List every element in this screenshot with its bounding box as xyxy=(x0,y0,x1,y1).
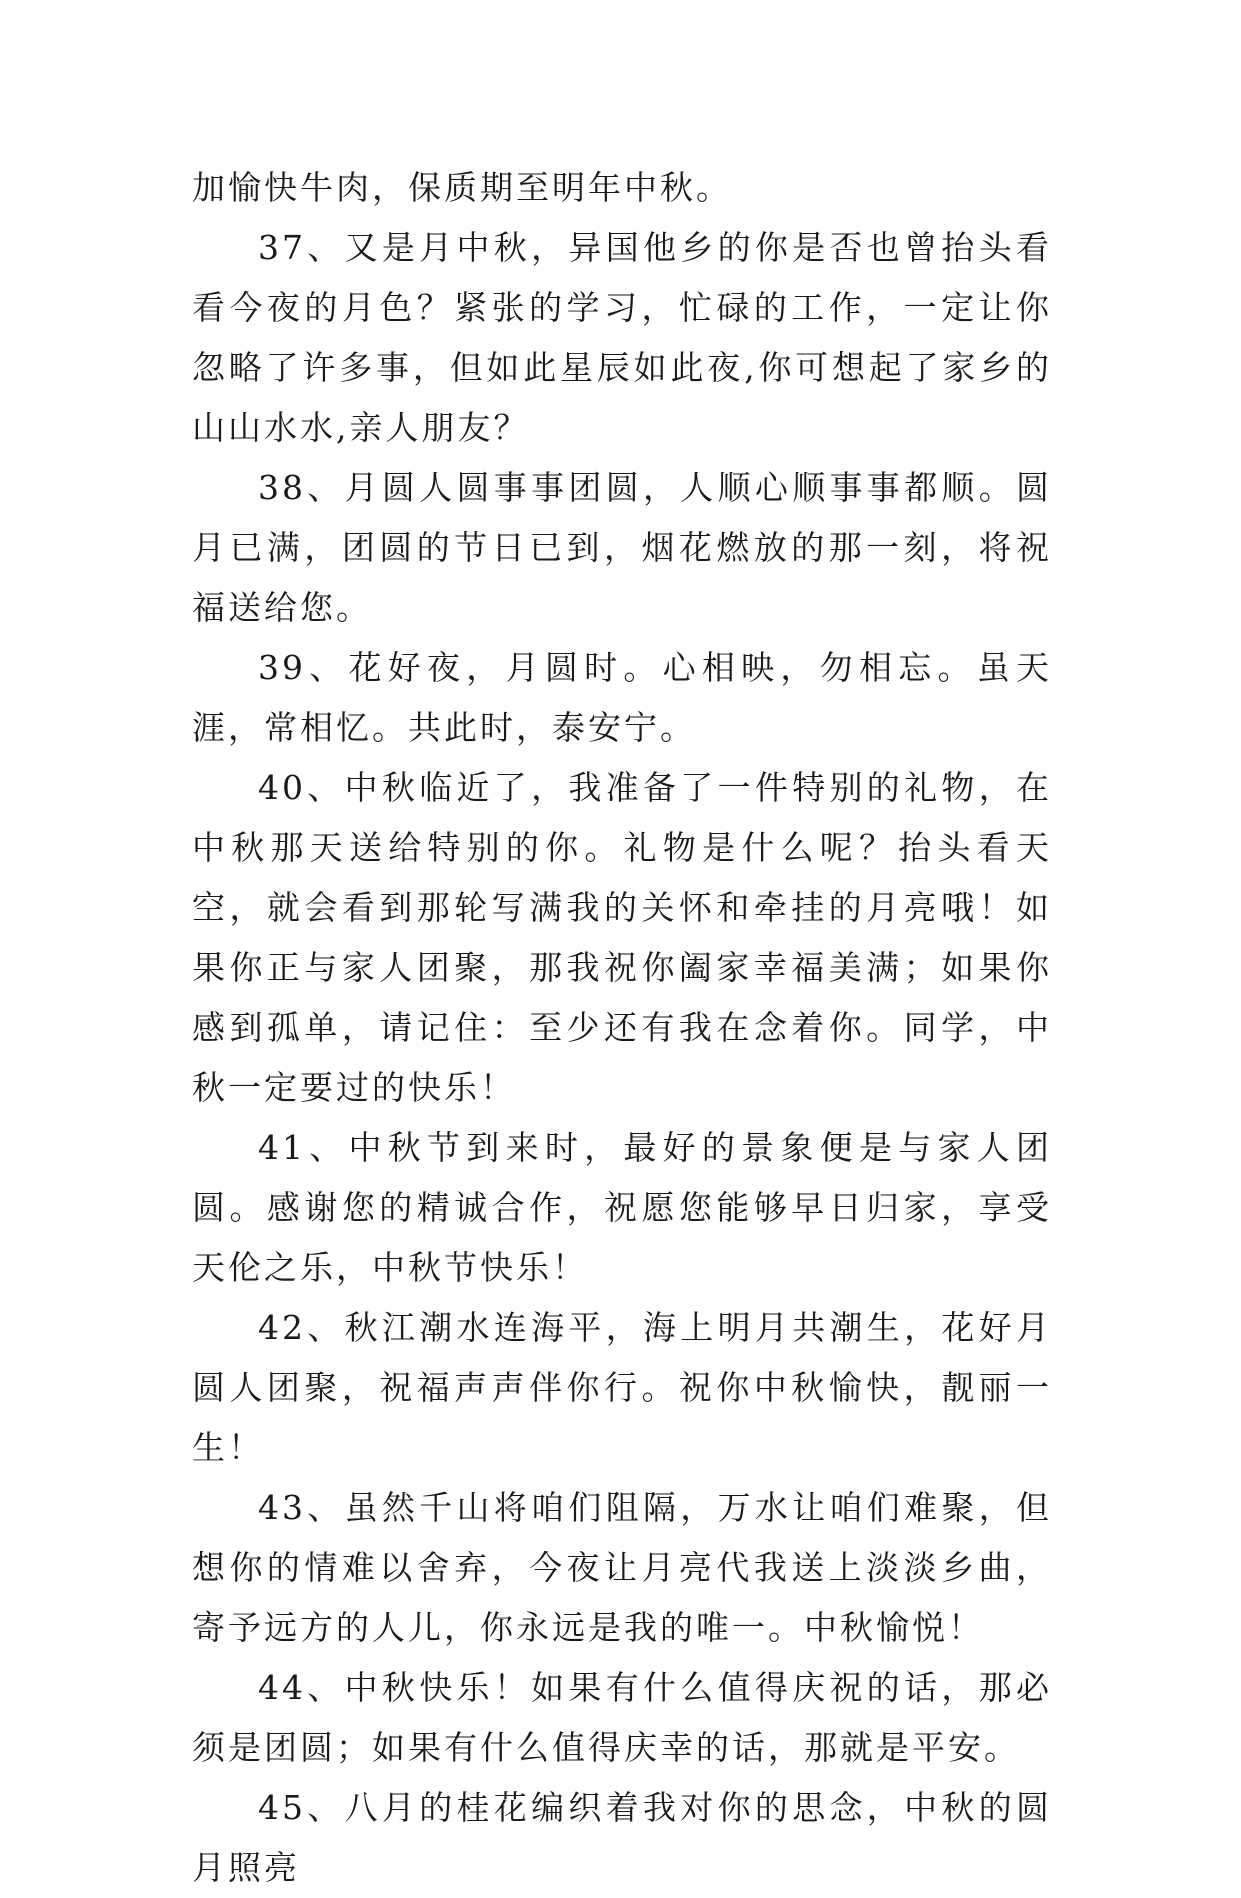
paragraph-44: 44、中秋快乐！如果有什么值得庆祝的话，那必须是团圆；如果有什么值得庆幸的话，那就是平安。 xyxy=(192,1668,1052,1767)
paragraph-41: 41、中秋节到来时，最好的景象便是与家人团圆。感谢您的精诚合作，祝愿您能够早日归家，享受天伦之乐，中秋节快乐！ xyxy=(192,1128,1052,1287)
body-text xyxy=(192,158,1052,1898)
paragraph-43: 43、虽然千山将咱们阻隔，万水让咱们难聚，但想你的情难以舍弃，今夜让月亮代我送上淡淡乡曲，寄予远方的人儿，你永远是我的唯一。中秋愉悦！ xyxy=(192,1488,1052,1647)
paragraph-37: 37、又是月中秋，异国他乡的你是否也曾抬头看看今夜的月色？紧张的学习，忙碌的工作，一定让你忽略了许多事，但如此星辰如此夜,你可想起了家乡的山山水水,亲人朋友？ xyxy=(192,228,1052,447)
paragraph-continuation: 加愉快牛肉，保质期至明年中秋。 xyxy=(192,168,732,207)
paragraph-38: 38、月圆人圆事事团圆，人顺心顺事事都顺。圆月已满，团圆的节日已到，烟花燃放的那一刻，将祝福送给您。 xyxy=(192,468,1052,627)
paragraph-40: 40、中秋临近了，我准备了一件特别的礼物，在中秋那天送给特别的你。礼物是什么呢？抬头看天空，就会看到那轮写满我的关怀和牵挂的月亮哦！如果你正与家人团聚，那我祝你阖家幸福美满；如果你感到孤单，请记住：至少还有我在念着你。同学，中秋一定要过的快乐！ xyxy=(192,768,1052,1107)
paragraph-39: 39、花好夜，月圆时。心相映，勿相忘。虽天涯，常相忆。共此时，泰安宁。 xyxy=(192,648,1052,747)
paragraph-45: 45、八月的桂花编织着我对你的思念，中秋的圆月照亮 xyxy=(192,1788,1052,1887)
paragraph-42: 42、秋江潮水连海平，海上明月共潮生，花好月圆人团聚，祝福声声伴你行。祝你中秋愉快，靓丽一生！ xyxy=(192,1308,1052,1467)
